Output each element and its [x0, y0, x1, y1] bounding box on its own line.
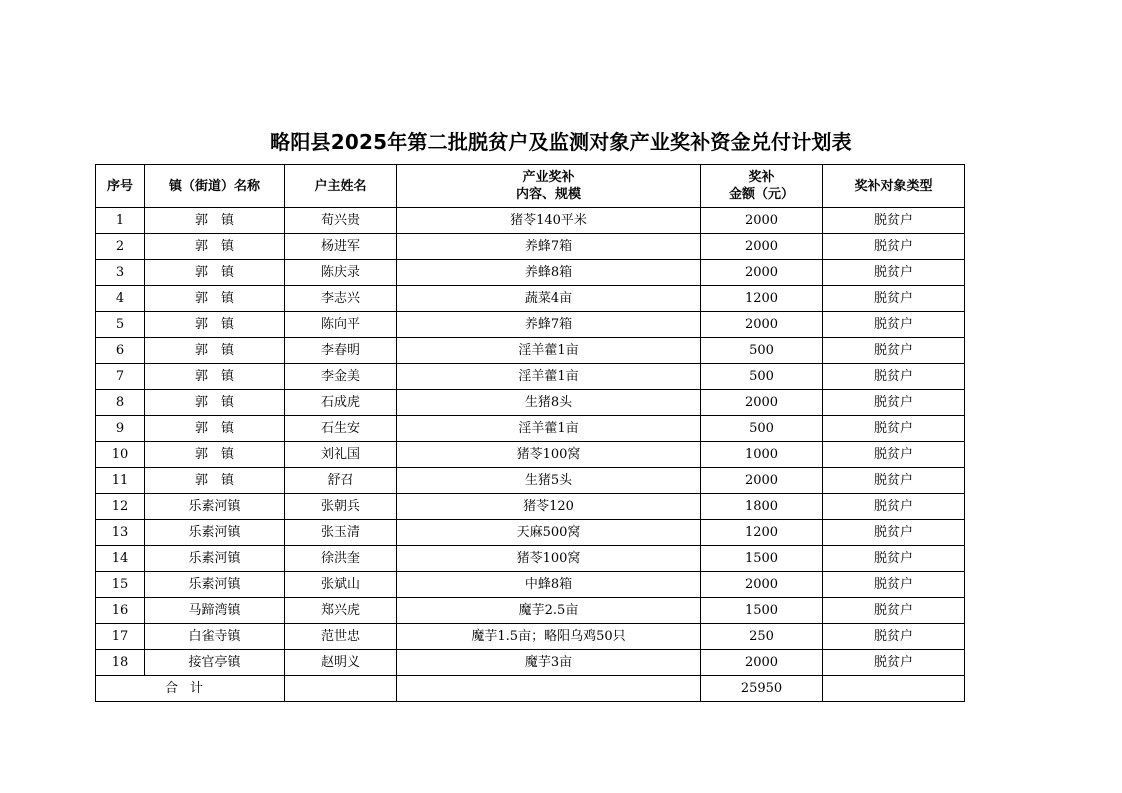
row-type: 脱贫户: [823, 234, 965, 260]
row-householder: 张玉清: [285, 520, 397, 546]
table-row: [96, 650, 965, 676]
row-town: 郭 镇: [145, 468, 285, 494]
row-householder: 石生安: [285, 416, 397, 442]
row-seq: 1: [96, 208, 145, 234]
header-amount: [701, 165, 823, 208]
header-amount-line2: 金额（元）: [728, 187, 794, 202]
row-seq: 16: [96, 598, 145, 624]
row-householder: 赵明义: [285, 650, 397, 676]
table-row: [96, 208, 965, 234]
table-row: [96, 338, 965, 364]
row-seq: 14: [96, 546, 145, 572]
header-amount-line1: 奖补: [748, 170, 775, 185]
total-type-cell: [823, 676, 965, 702]
row-town: 郭 镇: [145, 208, 285, 234]
table-row: [96, 312, 965, 338]
row-town: 乐素河镇: [145, 572, 285, 598]
row-town: 郭 镇: [145, 286, 285, 312]
row-town: 郭 镇: [145, 364, 285, 390]
header-content: [397, 165, 701, 208]
subsidy-plan-table: [95, 164, 965, 702]
row-content: 蔬菜4亩: [397, 286, 701, 312]
row-amount: 500: [701, 364, 823, 390]
row-seq: 17: [96, 624, 145, 650]
row-seq: 11: [96, 468, 145, 494]
row-amount: 250: [701, 624, 823, 650]
table-header-row: [96, 165, 965, 208]
row-town: 接官亭镇: [145, 650, 285, 676]
table-row: [96, 468, 965, 494]
row-town: 白雀寺镇: [145, 624, 285, 650]
row-amount: 1800: [701, 494, 823, 520]
row-householder: 张斌山: [285, 572, 397, 598]
header-type: 奖补对象类型: [823, 165, 965, 208]
row-content: 淫羊藿1亩: [397, 338, 701, 364]
row-amount: 2000: [701, 208, 823, 234]
total-row: [96, 676, 965, 702]
row-type: 脱贫户: [823, 572, 965, 598]
row-householder: 范世忠: [285, 624, 397, 650]
row-seq: 9: [96, 416, 145, 442]
row-type: 脱贫户: [823, 390, 965, 416]
row-seq: 8: [96, 390, 145, 416]
row-seq: 7: [96, 364, 145, 390]
header-town: 镇（街道）名称: [145, 165, 285, 208]
row-seq: 2: [96, 234, 145, 260]
total-content-cell: [397, 676, 701, 702]
table-row: [96, 624, 965, 650]
table-body: [96, 208, 965, 676]
total-label: 合计: [96, 676, 285, 702]
row-town: 郭 镇: [145, 312, 285, 338]
row-content: 猪苓100窝: [397, 442, 701, 468]
row-content: 生猪8头: [397, 390, 701, 416]
row-type: 脱贫户: [823, 338, 965, 364]
header-householder: 户主姓名: [285, 165, 397, 208]
row-amount: 2000: [701, 260, 823, 286]
row-type: 脱贫户: [823, 416, 965, 442]
row-householder: 陈向平: [285, 312, 397, 338]
row-content: 猪苓100窝: [397, 546, 701, 572]
row-householder: 李志兴: [285, 286, 397, 312]
row-seq: 3: [96, 260, 145, 286]
row-householder: 舒召: [285, 468, 397, 494]
page-title: 略阳县2025年第二批脱贫户及监测对象产业奖补资金兑付计划表: [270, 130, 852, 154]
row-type: 脱贫户: [823, 312, 965, 338]
header-content-line1: 产业奖补: [522, 170, 575, 185]
row-seq: 15: [96, 572, 145, 598]
row-type: 脱贫户: [823, 520, 965, 546]
row-seq: 4: [96, 286, 145, 312]
row-householder: 杨进军: [285, 234, 397, 260]
row-content: 魔芋2.5亩: [397, 598, 701, 624]
row-seq: 6: [96, 338, 145, 364]
row-type: 脱贫户: [823, 286, 965, 312]
table-row: [96, 546, 965, 572]
row-town: 郭 镇: [145, 390, 285, 416]
row-content: 猪苓120: [397, 494, 701, 520]
table-row: [96, 598, 965, 624]
row-town: 郭 镇: [145, 234, 285, 260]
total-amount: 25950: [701, 676, 823, 702]
row-type: 脱贫户: [823, 494, 965, 520]
row-type: 脱贫户: [823, 650, 965, 676]
table-row: [96, 390, 965, 416]
row-content: 养蜂7箱: [397, 312, 701, 338]
row-content: 魔芋3亩: [397, 650, 701, 676]
row-householder: 荀兴贵: [285, 208, 397, 234]
table-row: [96, 260, 965, 286]
table-row: [96, 520, 965, 546]
row-householder: 郑兴虎: [285, 598, 397, 624]
row-town: 郭 镇: [145, 338, 285, 364]
row-amount: 2000: [701, 234, 823, 260]
row-town: 郭 镇: [145, 442, 285, 468]
row-householder: 刘礼国: [285, 442, 397, 468]
table-row: [96, 494, 965, 520]
row-seq: 18: [96, 650, 145, 676]
row-town: 乐素河镇: [145, 520, 285, 546]
row-amount: 1500: [701, 546, 823, 572]
row-amount: 500: [701, 416, 823, 442]
row-type: 脱贫户: [823, 208, 965, 234]
row-amount: 1000: [701, 442, 823, 468]
row-town: 马蹄湾镇: [145, 598, 285, 624]
table-row: [96, 364, 965, 390]
table-row: [96, 416, 965, 442]
row-amount: 2000: [701, 572, 823, 598]
row-type: 脱贫户: [823, 442, 965, 468]
row-seq: 5: [96, 312, 145, 338]
row-type: 脱贫户: [823, 598, 965, 624]
row-content: 养蜂8箱: [397, 260, 701, 286]
row-town: 郭 镇: [145, 260, 285, 286]
table-row: [96, 234, 965, 260]
row-householder: 徐洪奎: [285, 546, 397, 572]
header-seq: 序号: [96, 165, 145, 208]
row-householder: 张朝兵: [285, 494, 397, 520]
row-type: 脱贫户: [823, 364, 965, 390]
total-name-cell: [285, 676, 397, 702]
row-town: 乐素河镇: [145, 494, 285, 520]
header-content-line2: 内容、规模: [515, 187, 581, 202]
row-type: 脱贫户: [823, 468, 965, 494]
row-amount: 2000: [701, 390, 823, 416]
row-type: 脱贫户: [823, 546, 965, 572]
table-row: [96, 442, 965, 468]
row-householder: 石成虎: [285, 390, 397, 416]
row-amount: 1200: [701, 286, 823, 312]
row-householder: 李金美: [285, 364, 397, 390]
row-seq: 10: [96, 442, 145, 468]
row-seq: 12: [96, 494, 145, 520]
row-householder: 陈庆录: [285, 260, 397, 286]
row-type: 脱贫户: [823, 260, 965, 286]
table-row: [96, 286, 965, 312]
row-amount: 2000: [701, 468, 823, 494]
row-type: 脱贫户: [823, 624, 965, 650]
row-content: 淫羊藿1亩: [397, 364, 701, 390]
row-amount: 1200: [701, 520, 823, 546]
row-amount: 500: [701, 338, 823, 364]
row-amount: 2000: [701, 312, 823, 338]
row-content: 中蜂8箱: [397, 572, 701, 598]
row-content: 天麻500窝: [397, 520, 701, 546]
row-seq: 13: [96, 520, 145, 546]
row-content: 淫羊藿1亩: [397, 416, 701, 442]
row-content: 生猪5头: [397, 468, 701, 494]
row-content: 猪苓140平米: [397, 208, 701, 234]
row-town: 郭 镇: [145, 416, 285, 442]
row-householder: 李春明: [285, 338, 397, 364]
row-content: 魔芋1.5亩；略阳乌鸡50只: [397, 624, 701, 650]
row-amount: 2000: [701, 650, 823, 676]
row-content: 养蜂7箱: [397, 234, 701, 260]
row-amount: 1500: [701, 598, 823, 624]
table-row: [96, 572, 965, 598]
row-town: 乐素河镇: [145, 546, 285, 572]
